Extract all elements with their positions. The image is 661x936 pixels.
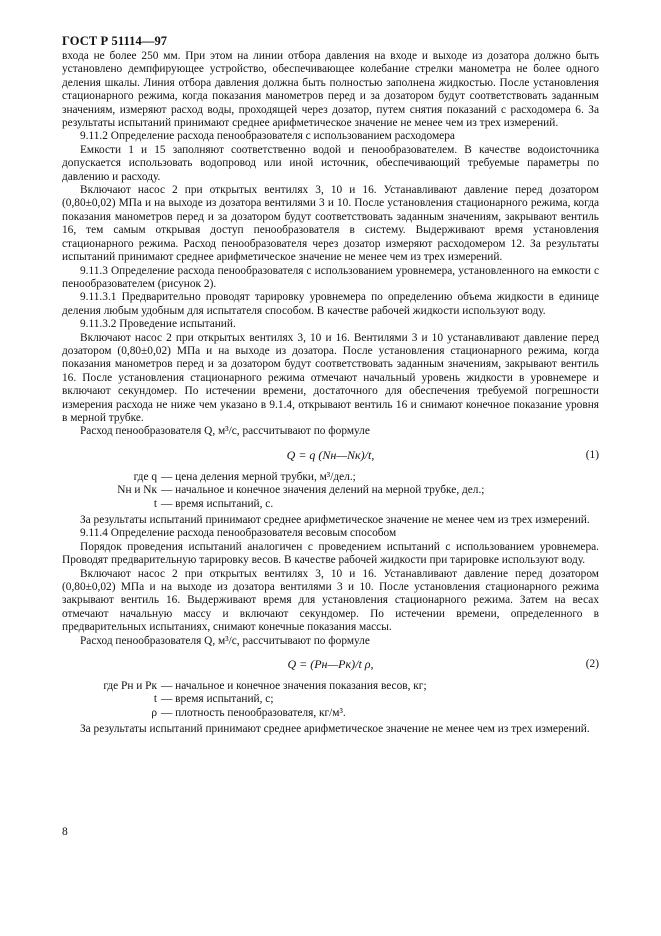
definition-symbol: t — [153, 497, 157, 510]
section-heading: 9.11.3 Определение расхода пенообразователя с использованием уровнемера, установленного на емкости с пенообразователем (рисунок 2). — [62, 264, 599, 290]
formula-2-definitions — [62, 680, 599, 720]
definition-row — [62, 707, 599, 720]
definition-row — [62, 680, 599, 693]
definition-symbol: где q — [133, 470, 157, 483]
formula-1-definitions — [62, 471, 599, 511]
definition-row — [62, 484, 599, 497]
definition-row — [62, 498, 599, 511]
definition-symbol: где Pн и Pк — [103, 680, 157, 693]
paragraph: Включают насос 2 при открытых вентилях 3, 10 и 16. Устанавливают давление перед дозатором (0,80±0,02) МПа и на выходе из дозатора вентилями 3 и 10. После установления стационарного режима, когда показания манометров перед и за дозатором будут соответствовать заданным значениям, закрывают вентиль 16, тем самым открывая доступ пенообразователя в систему. Выдерживают время установления стационарного режима. Расход пенообразователя через дозатор измеряют расходомером 12. За результаты испытаний принимают среднее арифметическое значение не менее чем из трех измерений. — [62, 184, 599, 264]
paragraph: 9.11.3.1 Предварительно проводят тарировку уровнемера по определению объема жидкости в единице деления любым удобным для испытателя способом. В качестве рабочей жидкости используют воду. — [62, 291, 599, 317]
paragraph: За результаты испытаний принимают среднее арифметическое значение не менее чем из трех измерений. — [80, 514, 590, 526]
definition-row — [62, 471, 599, 484]
definition-symbol: ρ — [151, 706, 157, 719]
section-heading: 9.11.3.2 Проведение испытаний. — [80, 318, 236, 331]
paragraph: За результаты испытаний принимают среднее арифметическое значение не менее чем из трех измерений. — [80, 723, 590, 736]
definition-text: — начальное и конечное значения показания весов, кг; — [161, 680, 427, 693]
page-number: 8 — [62, 826, 68, 838]
definition-text: — цена деления мерной трубки, м³/дел.; — [161, 470, 356, 483]
formula-2-number: (2) — [585, 658, 599, 671]
definition-text: — начальное и конечное значения делений на мерной трубке, дел.; — [161, 484, 485, 497]
definition-text: — время испытаний, с; — [161, 693, 274, 706]
section-heading: 9.11.4 Определение расхода пенообразователя весовым способом — [80, 527, 397, 540]
formula-1-expression: Q = q (Nн—Nк)/t, — [286, 447, 375, 462]
definition-symbol: Nн и Nк — [117, 484, 157, 497]
formula-1-number: (1) — [585, 448, 599, 461]
definition-row — [62, 693, 599, 706]
definition-symbol: t — [153, 693, 157, 706]
formula-2-expression: Q = (Pн—Pк)/t ρ, — [287, 657, 374, 672]
section-heading: 9.11.2 Определение расхода пенообразователя с использованием расходомера — [80, 130, 455, 143]
paragraph: Расход пенообразователя Q, м³/с, рассчитывают по формуле — [80, 425, 370, 438]
paragraph: Включают насос 2 при открытых вентилях 3, 10 и 16. Устанавливают давление перед дозатором (0,80±0,02) МПа и на выходе из дозатора вентилями 3 и 10. После установления стационарного режима закрывают вентиль 16. Выдерживают время для установления стационарного режима. Затем на весах отмечают начальную массу и включают секундомер. По истечении времени, определенного в предварительных испытаниях, снимают конечные показания массы. — [62, 567, 599, 634]
definition-text: — время испытаний, с. — [161, 497, 274, 510]
body-text — [62, 50, 599, 737]
formula-2 — [62, 657, 599, 676]
definition-text: — плотность пенообразователя, кг/м³. — [161, 706, 346, 719]
formula-1 — [62, 448, 599, 467]
paragraph: входа не более 250 мм. При этом на линии отбора давления на входе и выходе из дозатора должно быть установлено демпфирующее устройство, обеспечивающее колебание стрелки манометра не более одного деления шкалы. Линия отбора давления должна быть полностью заполнена жидкостью. После установления стационарного режима, когда показания манометров перед и за дозатором будут соответствовать заданным значениям, измеряют расход воды, проходящей через дозатор, путем снятия показаний с расходомера 6. За результаты испытаний принимают среднее арифметическое значение не менее чем из трех измерений. — [62, 50, 599, 130]
paragraph: Расход пенообразователя Q, м³/с, рассчитывают по формуле — [80, 634, 370, 647]
paragraph: Включают насос 2 при открытых вентилях 3, 10 и 16. Вентилями 3 и 10 устанавливают давление перед дозатором (0,80±0,02) МПа и на выходе из дозатора. После установления стационарного режима, когда показания манометров перед и за дозатором будут соответствовать заданным значениям, закрывают вентиль 16. После установления стационарного режима отмечают начальный уровень жидкости в уровнемере и включают секундомер. По истечении времени, достаточного для обеспечения требуемой погрешности измерения расхода не ниже чем указано в 9.1.4, открывают вентиль 16 и снимают конечное показание уровня в мерной трубке. — [62, 331, 599, 424]
paragraph: Порядок проведения испытаний аналогичен с проведением испытаний с использованием уровнемера. Проводят предварительную тарировку весов. В качестве рабочей жидкости при тарировке используют воду. — [62, 540, 599, 567]
paragraph: Емкости 1 и 15 заполняют соответственно водой и пенообразователем. В качестве водоисточника допускается использовать водопровод или иной источник, обеспечивающий требуемые параметры по давлению и расходу. — [62, 143, 599, 183]
document-header: ГОСТ Р 51114—97 — [62, 34, 168, 48]
